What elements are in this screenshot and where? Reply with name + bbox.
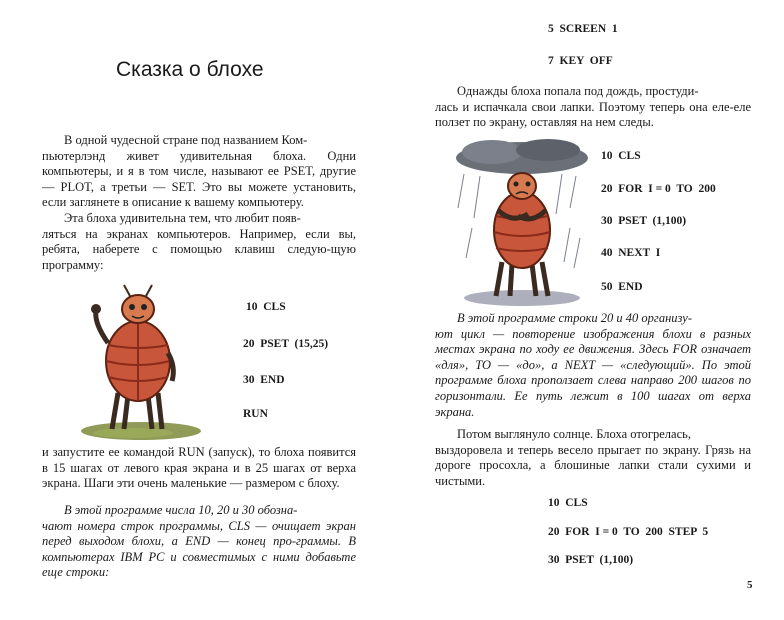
loop-note-text: ют цикл — повторение изображения блохи в разных местах экрана по ходу ее движения. Здесь FOR означает «для», TO — «до», а NEXT — «следующий». По этой программе блоха проползает слева направо 200 шагов по горизонтали. Ее путь лежит в 100 шагах от верха экрана. (435, 326, 751, 419)
code-line-7: 7 KEY OFF (548, 55, 613, 67)
flea-in-rain-illustration (452, 138, 592, 308)
intro-para-1: пьютерлэнд живет удивительная блоха. Одни компьютеры, и я в том числе, называют ее PSET, другие — PLOT, а третьи — SET. Это вы можете установить, если заглянете в описание к вашему компьютеру. (42, 148, 356, 210)
run-explanation (42, 445, 356, 492)
code-line-40b: 40 NEXT I (601, 247, 661, 259)
program-note-text: чают номера строк программы, CLS — очищает экран перед выходом блохи, а END — конец про-граммы. В компьютерах IBM PC и совместимых с ними добавьте еще строки: (42, 518, 356, 580)
code-line-run: RUN (243, 408, 268, 420)
code-line-30c: 30 PSET (1,100) (548, 554, 634, 566)
code-line-10b: 10 CLS (601, 150, 641, 162)
rain-story-text: лась и испачкала свои лапки. Поэтому теперь она еле-еле ползет по экрану, оставляя на нем следы. (435, 99, 751, 130)
rain-story-line-1: Однажды блоха попала под дождь, простуди- (457, 84, 699, 98)
code-line-20c: 20 FOR I = 0 TO 200 STEP 5 (548, 526, 709, 538)
run-explanation-text: и запустите ее командой RUN (запуск), то блоха появится в 15 шагах от левого края экрана и в 25 шагах от верха экрана. Шаги эти очень маленькие — размером с блоху. (42, 445, 356, 491)
intro-para-2-line-1: Эта блоха удивительна тем, что любит появ- (64, 210, 301, 225)
sun-story-text: выздоровела и теперь весело прыгает по экрану. Грязь на дороге просохла, а блошиные лапки стали сухими и чистыми. (435, 442, 751, 488)
loop-note (435, 311, 751, 420)
code-line-5: 5 SCREEN 1 (548, 23, 618, 35)
intro-para-2: ляться на экранах компьютеров. Например, если вы, ребята, наберете с помощью клавиш следую-щую программу: (42, 226, 356, 272)
flea-waving-illustration (78, 283, 204, 441)
page-title: Сказка о блохе (116, 58, 264, 81)
code-line-50b: 50 END (601, 281, 643, 293)
program-note-line-1: В этой программе числа 10, 20 и 30 обозна- (64, 503, 298, 517)
code-line-30b: 30 PSET (1,100) (601, 215, 687, 227)
rain-story (435, 84, 751, 131)
sun-story (435, 427, 751, 489)
loop-note-line-1: В этой программе строки 20 и 40 организу- (457, 311, 693, 325)
program-note (42, 503, 356, 581)
code-line-20: 20 PSET (15,25) (243, 338, 329, 350)
code-line-20b: 20 FOR I = 0 TO 200 (601, 183, 716, 195)
code-line-10c: 10 CLS (548, 497, 588, 509)
code-line-30: 30 END (243, 374, 285, 386)
intro-para-1-line-1: В одной чудесной стране под названием Ком- (64, 133, 308, 147)
sun-story-line-1: Потом выглянуло солнце. Блоха отогрелась, (457, 427, 691, 441)
page-number: 5 (747, 579, 753, 591)
code-line-10: 10 CLS (246, 301, 286, 313)
intro-text (42, 133, 356, 273)
